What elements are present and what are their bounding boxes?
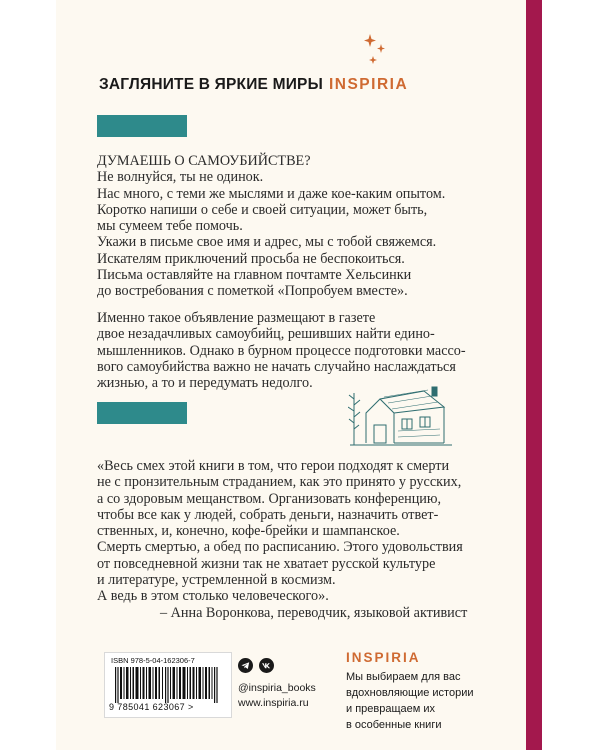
text-line: от повседневной жизни так не хватает русской культуре <box>97 555 436 572</box>
telegram-icon[interactable] <box>238 658 253 673</box>
text-line: А ведь в этом столько человеческого». <box>97 588 329 605</box>
barcode-box <box>104 652 232 718</box>
text-line: Нас много, с теми же мыслями и даже кое-каким опытом. <box>97 185 446 202</box>
text-line: а со здоровым мещанством. Организовать конференцию, <box>97 490 442 507</box>
text-line: Письма оставляйте на главном почтамте Хельсинки <box>97 267 412 284</box>
text-line: не с пронзительным страданием, как это принято у русских, <box>97 474 462 491</box>
text-line: Не волнуйся, ты не одинок. <box>97 169 264 186</box>
isbn-label: ISBN 978-5-04-162306-7 <box>111 656 195 665</box>
sparkles-icon <box>360 30 390 72</box>
text-line: Смерть смертью, а обед по расписанию. Этого удовольствия <box>97 539 463 556</box>
quote-text <box>97 458 469 605</box>
text-line: и литературе, устремленной в космизм. <box>97 572 336 589</box>
barcode-digits: 9 785041 623067 > <box>109 702 194 712</box>
house-illustration <box>348 385 458 447</box>
publisher-block <box>346 650 474 733</box>
text-line: ственных, и, конечно, кофе-брейки и шампанское. <box>97 523 400 540</box>
text-line: жизнью, а то и передумать недолго. <box>97 375 313 392</box>
text-line: вого самоубийства важно не начать случайно наслаждаться <box>97 358 456 375</box>
series-title: ЗАГЛЯНИТЕ В ЯРКИЕ МИРЫ <box>99 76 323 93</box>
tagline-line: вдохновляющие истории <box>346 687 474 699</box>
announcement-text <box>97 153 469 300</box>
text-line: «Весь смех этой книги в том, что герои подходят к смерти <box>97 458 450 474</box>
quote-attribution: – Анна Воронкова, переводчик, языковой активист <box>160 605 468 621</box>
description-text <box>97 310 469 391</box>
barcode-graphic <box>115 667 221 703</box>
tagline-line: и превращаем их <box>346 703 436 715</box>
contacts <box>238 681 316 711</box>
text-line: Укажи в письме свое имя и адрес, мы с тобой свяжемся. <box>97 234 437 251</box>
text-line: до востребования с пометкой «Попробуем вместе». <box>97 283 408 300</box>
publisher-logo: INSPIRIA <box>346 650 421 665</box>
text-line: двое незадачливых самоубийц, решивших найти едино- <box>97 326 435 343</box>
text-line: ДУМАЕШЬ О САМОУБИЙСТВЕ? <box>97 153 311 169</box>
publisher-tagline <box>346 669 474 733</box>
teal-bar-top <box>97 115 187 137</box>
series-brand: INSPIRIA <box>328 76 409 93</box>
vk-icon[interactable] <box>259 658 274 673</box>
tagline-line: Мы выбираем для вас <box>346 671 461 683</box>
teal-bar-middle <box>97 402 187 424</box>
text-line: мышленников. Однако в бурном процессе подготовки массо- <box>97 342 466 359</box>
text-line: Коротко напиши о себе и своей ситуации, может быть, <box>97 201 428 218</box>
text-line: Искателям приключений просьба не беспокоиться. <box>97 250 405 267</box>
text-line: чтобы все как у людей, собрать деньги, назначить ответ- <box>97 506 439 523</box>
website-link[interactable]: www.inspiria.ru <box>238 697 309 709</box>
social-handle[interactable]: @inspiria_books <box>238 682 316 694</box>
text-line: Именно такое объявление размещают в газете <box>97 310 376 326</box>
text-line: мы сумеем тебе помочь. <box>97 218 243 235</box>
tagline-line: в особенные книги <box>346 719 442 731</box>
series-header <box>99 76 408 94</box>
spine-stripe <box>526 0 542 750</box>
